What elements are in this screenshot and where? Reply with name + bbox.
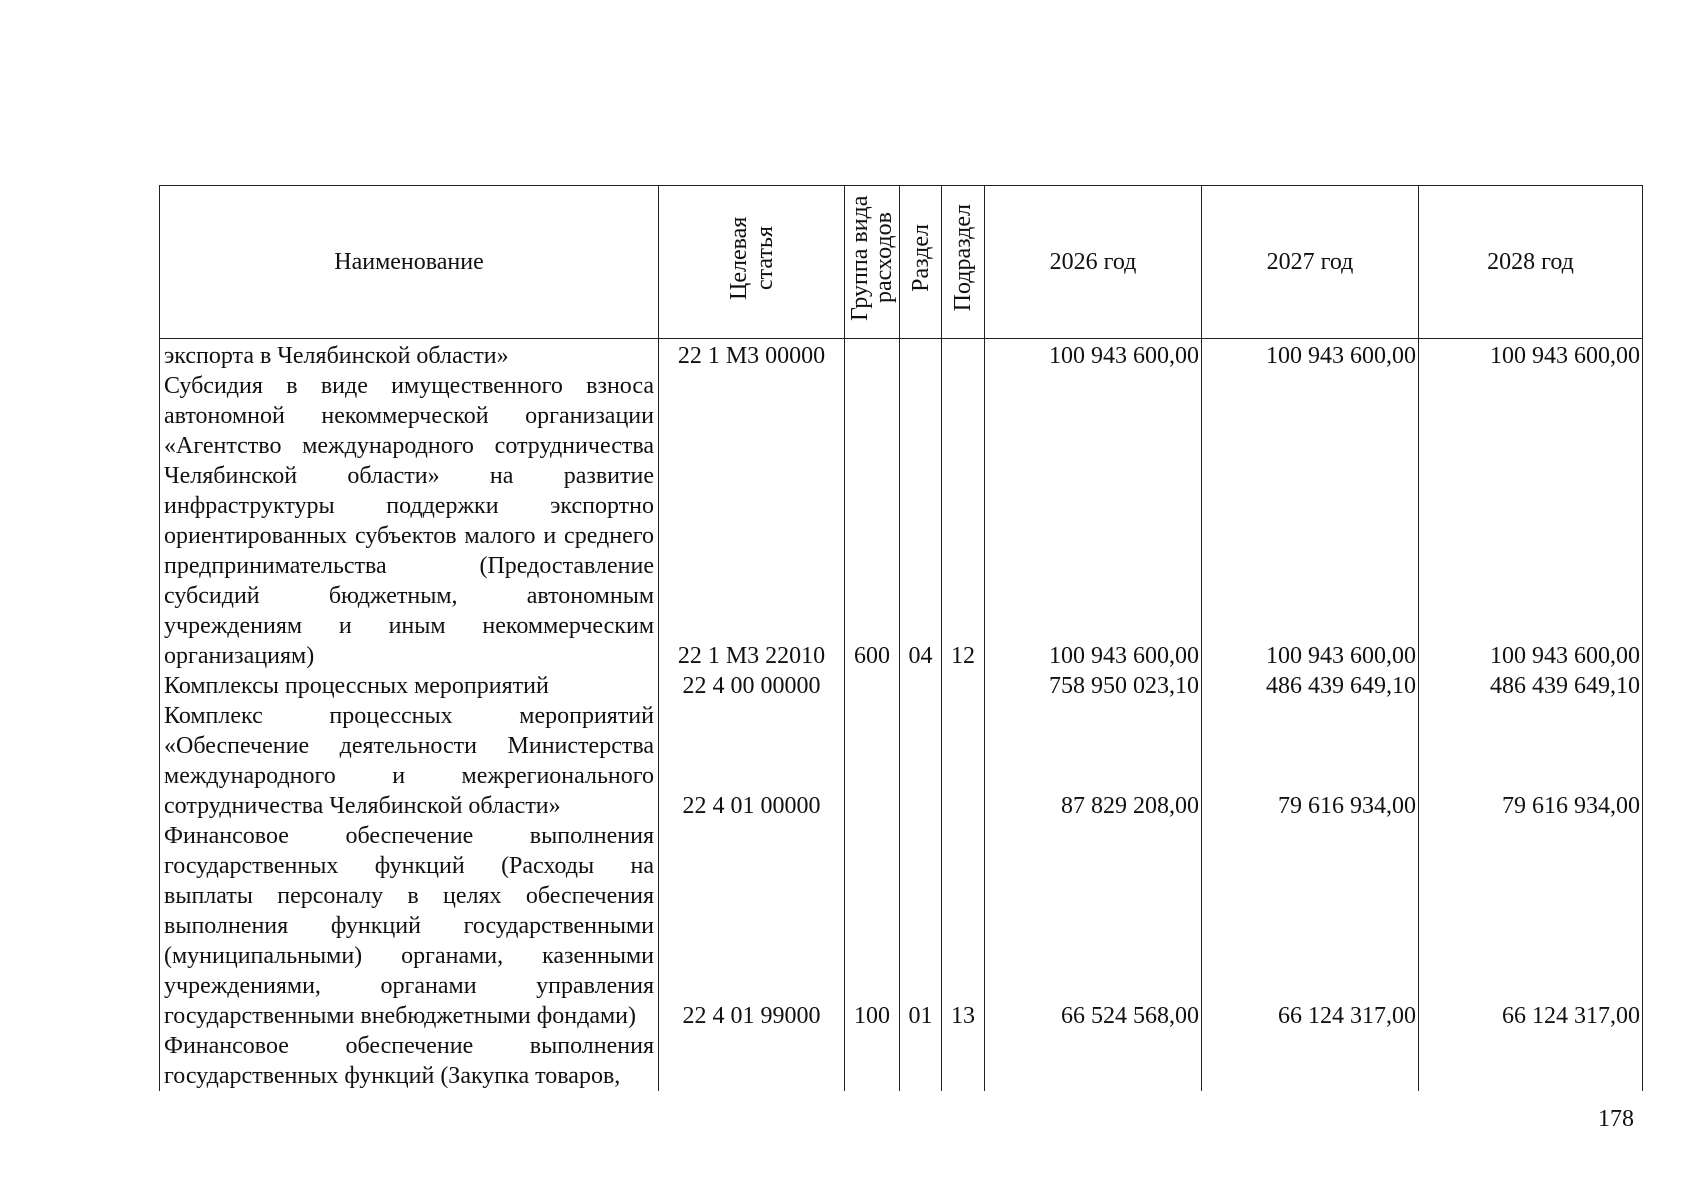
row-code (659, 1031, 845, 1091)
row-2026: 100 943 600,00 (985, 339, 1202, 372)
row-group (845, 1031, 900, 1091)
table-row (160, 671, 1643, 701)
table-header-row (160, 186, 1643, 339)
table-row (160, 821, 1643, 1031)
row-2026: 758 950 023,10 (985, 671, 1202, 701)
table-row (160, 371, 1643, 671)
row-section: 01 (900, 821, 942, 1031)
row-2026: 87 829 208,00 (985, 701, 1202, 821)
row-2027: 486 439 649,10 (1202, 671, 1419, 701)
row-group: 600 (845, 371, 900, 671)
row-2028 (1419, 1031, 1643, 1091)
row-name: Комплексы процессных мероприятий (160, 671, 659, 701)
row-2028: 79 616 934,00 (1419, 701, 1643, 821)
header-target-article: Целевая статья (659, 186, 845, 339)
row-name: экспорта в Челябинской области» (160, 339, 659, 372)
table-row (160, 1031, 1643, 1091)
row-name: Финансовое обеспечение выполнения государственных функций (Закупка товаров, (160, 1031, 659, 1091)
row-section (900, 671, 942, 701)
row-2028: 100 943 600,00 (1419, 339, 1643, 372)
row-2026: 66 524 568,00 (985, 821, 1202, 1031)
row-name: Субсидия в виде имущественного взноса автономной некоммерческой организации «Агентство международного сотрудничества Челябинской области» на развитие инфраструктуры поддержки экспортно ориентированных субъектов малого и среднего предпринимательства (Предоставление субсидий бюджетным, автономным учреждениям и иным некоммерческим организациям) (160, 371, 659, 671)
row-2027 (1202, 1031, 1419, 1091)
row-code: 22 4 01 00000 (659, 701, 845, 821)
row-2026 (985, 1031, 1202, 1091)
header-subsection: Подраздел (942, 186, 985, 339)
row-section (900, 1031, 942, 1091)
row-2026: 100 943 600,00 (985, 371, 1202, 671)
header-section: Раздел (900, 186, 942, 339)
row-group (845, 339, 900, 372)
page-number: 178 (1598, 1106, 1634, 1132)
header-2027: 2027 год (1202, 186, 1419, 339)
row-2028: 100 943 600,00 (1419, 371, 1643, 671)
row-subsection (942, 339, 985, 372)
budget-table (159, 185, 1643, 1091)
row-code: 22 1 M3 22010 (659, 371, 845, 671)
header-expense-group: Группа вида расходов (845, 186, 900, 339)
header-2026: 2026 год (985, 186, 1202, 339)
row-2027: 100 943 600,00 (1202, 371, 1419, 671)
header-name: Наименование (160, 186, 659, 339)
row-subsection (942, 671, 985, 701)
row-code: 22 4 01 99000 (659, 821, 845, 1031)
row-section (900, 339, 942, 372)
row-group (845, 701, 900, 821)
row-subsection (942, 701, 985, 821)
table-row (160, 701, 1643, 821)
row-2027: 79 616 934,00 (1202, 701, 1419, 821)
row-section (900, 701, 942, 821)
row-name: Финансовое обеспечение выполнения государственных функций (Расходы на выплаты персоналу в целях обеспечения выполнения функций государственными (муниципальными) органами, казенными учреждениями, органами управления государственными внебюджетными фондами) (160, 821, 659, 1031)
header-2028: 2028 год (1419, 186, 1643, 339)
row-name: Комплекс процессных мероприятий «Обеспечение деятельности Министерства международного и межрегионального сотрудничества Челябинской области» (160, 701, 659, 821)
row-subsection: 12 (942, 371, 985, 671)
row-subsection (942, 1031, 985, 1091)
row-code: 22 1 M3 00000 (659, 339, 845, 372)
row-2028: 486 439 649,10 (1419, 671, 1643, 701)
row-subsection: 13 (942, 821, 985, 1031)
row-code: 22 4 00 00000 (659, 671, 845, 701)
row-group: 100 (845, 821, 900, 1031)
row-2028: 66 124 317,00 (1419, 821, 1643, 1031)
row-2027: 100 943 600,00 (1202, 339, 1419, 372)
row-section: 04 (900, 371, 942, 671)
row-group (845, 671, 900, 701)
table-row (160, 339, 1643, 372)
row-2027: 66 124 317,00 (1202, 821, 1419, 1031)
